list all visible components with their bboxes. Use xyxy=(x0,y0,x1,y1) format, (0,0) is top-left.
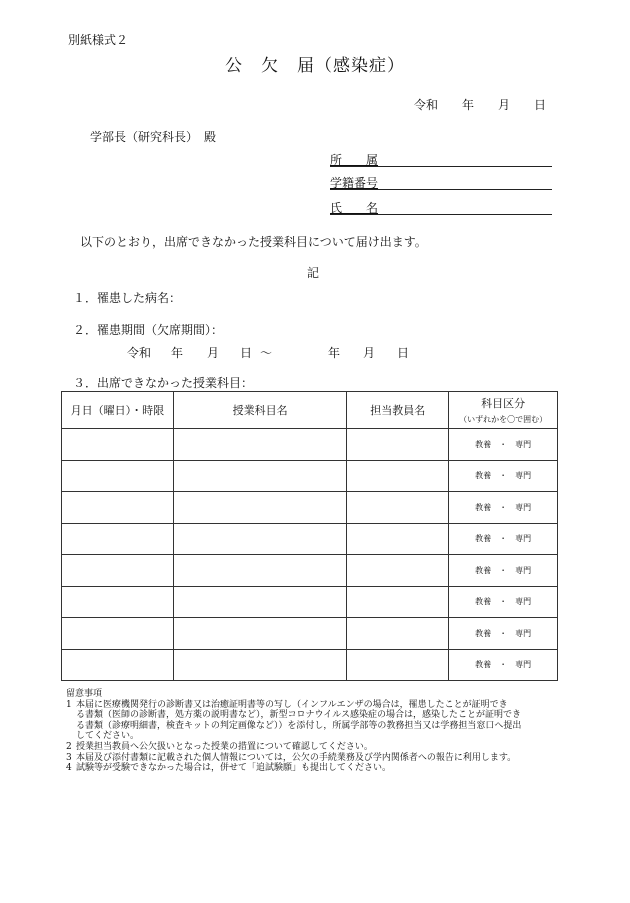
period-year-end: 年 xyxy=(328,346,341,360)
date-era: 令和 xyxy=(414,98,439,112)
date-day: 日 xyxy=(534,98,547,112)
datetime-cell[interactable] xyxy=(62,586,174,618)
affiliation-field[interactable] xyxy=(330,151,552,167)
table-row xyxy=(62,460,558,492)
teacher-cell[interactable] xyxy=(347,586,449,618)
note-number: 3 xyxy=(66,752,72,763)
addressee: 学部長（研究科長） 殿 xyxy=(90,130,217,144)
category-cell[interactable]: 教養 ・ 専門 xyxy=(449,649,558,681)
notes-heading: 留意事項 xyxy=(66,689,103,699)
course-cell[interactable] xyxy=(173,460,347,492)
table-header-row xyxy=(62,392,558,429)
category-cell[interactable]: 教養 ・ 専門 xyxy=(449,429,558,461)
note-line: 授業担当教員へ公欠扱いとなった授業の措置について確認してください。 xyxy=(76,741,373,752)
teacher-cell[interactable] xyxy=(347,649,449,681)
student-id-label: 学籍番号 xyxy=(330,176,379,190)
ki-heading: 記 xyxy=(307,266,320,280)
datetime-cell[interactable] xyxy=(62,555,174,587)
table-row xyxy=(62,618,558,650)
teacher-cell[interactable] xyxy=(347,460,449,492)
date-year: 年 xyxy=(462,98,475,112)
note-line: 本届及び添付書類に記載された個人情報については，公欠の手続業務及び学内関係者への報告に利用します。 xyxy=(76,752,517,763)
header-teacher: 担当教員名 xyxy=(347,392,449,429)
table-row xyxy=(62,555,558,587)
disease-name-item: １．罹患した病名： xyxy=(73,291,182,305)
note-line: る書類（医師の診断書，処方薬の説明書など），新型コロナウイルス感染症の場合は，感染したことが証明でき xyxy=(76,710,521,721)
datetime-cell[interactable] xyxy=(62,618,174,650)
page-title: 公 欠 届（感染症） xyxy=(225,56,405,76)
submission-date xyxy=(414,96,546,113)
note-item xyxy=(66,742,562,753)
student-id-field[interactable] xyxy=(330,174,552,190)
header-course: 授業科目名 xyxy=(173,392,347,429)
course-cell[interactable] xyxy=(173,649,347,681)
name-label: 氏 名 xyxy=(330,201,379,215)
teacher-cell[interactable] xyxy=(347,523,449,555)
header-category-label: 科目区分 xyxy=(481,397,526,410)
header-datetime: 月日（曜日）・時限 xyxy=(62,392,174,429)
illness-period xyxy=(127,344,409,361)
note-item xyxy=(66,763,562,774)
category-cell[interactable]: 教養 ・ 専門 xyxy=(449,523,558,555)
header-category xyxy=(449,392,558,429)
course-cell[interactable] xyxy=(173,492,347,524)
category-cell[interactable]: 教養 ・ 専門 xyxy=(449,492,558,524)
datetime-cell[interactable] xyxy=(62,523,174,555)
note-number: 4 xyxy=(66,763,72,774)
period-day-end: 日 xyxy=(397,346,410,360)
header-category-note: （いずれかを〇で囲む） xyxy=(459,415,548,424)
course-cell[interactable] xyxy=(173,618,347,650)
illness-period-item: ２．罹患期間（欠席期間）： xyxy=(73,323,224,337)
teacher-cell[interactable] xyxy=(347,618,449,650)
note-number: 1 xyxy=(66,699,72,710)
period-day: 日 xyxy=(240,346,253,360)
note-item xyxy=(66,753,562,764)
datetime-cell[interactable] xyxy=(62,492,174,524)
teacher-cell[interactable] xyxy=(347,555,449,587)
period-month: 月 xyxy=(207,346,220,360)
datetime-cell[interactable] xyxy=(62,429,174,461)
course-cell[interactable] xyxy=(173,429,347,461)
category-cell[interactable]: 教養 ・ 専門 xyxy=(449,460,558,492)
affiliation-label: 所 属 xyxy=(330,153,379,167)
note-line: る書類（診療明細書，検査キットの判定画像など））を添付し，所属学部等の教務担当又は学務担当窓口へ提出 xyxy=(76,720,522,731)
datetime-cell[interactable] xyxy=(62,460,174,492)
missed-courses-table xyxy=(61,391,558,681)
datetime-cell[interactable] xyxy=(62,649,174,681)
form-number: 別紙様式２ xyxy=(68,33,129,47)
note-line: 本届に医療機関発行の診断書又は治癒証明書等の写し（インフルエンザの場合は，罹患したことが証明でき xyxy=(76,699,508,710)
name-field[interactable] xyxy=(330,199,552,215)
period-tilde: 〜 xyxy=(260,346,273,360)
period-month-end: 月 xyxy=(363,346,376,360)
table-row xyxy=(62,649,558,681)
table-row xyxy=(62,429,558,461)
period-era: 令和 xyxy=(127,346,152,360)
table-row xyxy=(62,586,558,618)
note-line: 試験等が受験できなかった場合は，併せて「追試験願」も提出してください。 xyxy=(76,763,392,774)
category-cell[interactable]: 教養 ・ 専門 xyxy=(449,586,558,618)
note-line: してください。 xyxy=(76,731,140,742)
period-year: 年 xyxy=(171,346,184,360)
intro-text: 以下のとおり，出席できなかった授業科目について届け出ます。 xyxy=(80,235,427,249)
teacher-cell[interactable] xyxy=(347,429,449,461)
table-row xyxy=(62,492,558,524)
notes-section xyxy=(66,689,562,774)
missed-courses-item: ３．出席できなかった授業科目： xyxy=(73,376,254,390)
category-cell[interactable]: 教養 ・ 専門 xyxy=(449,555,558,587)
course-cell[interactable] xyxy=(173,586,347,618)
course-cell[interactable] xyxy=(173,555,347,587)
course-cell[interactable] xyxy=(173,523,347,555)
table-row xyxy=(62,523,558,555)
date-month: 月 xyxy=(498,98,511,112)
note-number: 2 xyxy=(66,741,72,752)
teacher-cell[interactable] xyxy=(347,492,449,524)
category-cell[interactable]: 教養 ・ 専門 xyxy=(449,618,558,650)
note-item xyxy=(66,700,562,742)
